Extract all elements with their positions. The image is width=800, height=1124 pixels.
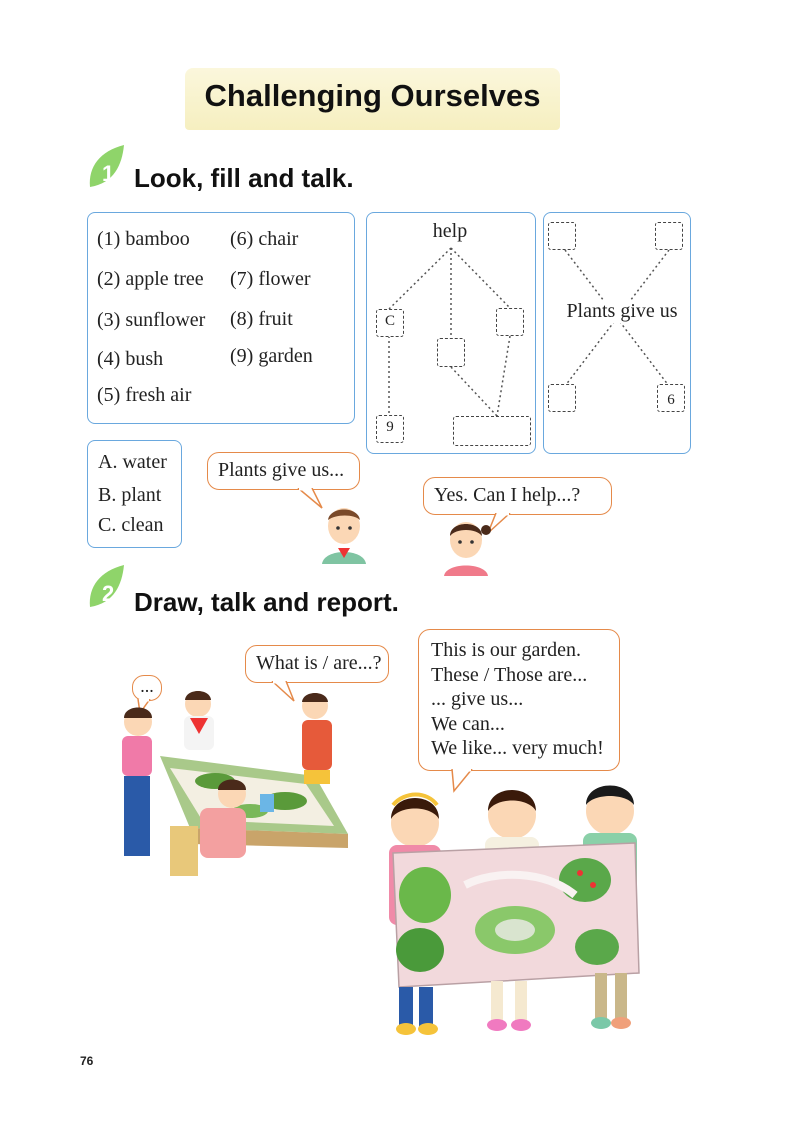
word-item: (7) flower bbox=[230, 268, 311, 290]
page-number: 76 bbox=[80, 1054, 94, 1068]
verb-item: B. plant bbox=[98, 484, 162, 506]
word-item: (5) fresh air bbox=[97, 384, 192, 406]
speech-bubble-report bbox=[418, 629, 620, 771]
report-line: We like... very much! bbox=[431, 737, 604, 759]
verb-item: C. clean bbox=[98, 514, 164, 536]
section-number-2: 2 bbox=[102, 581, 115, 606]
report-line: ... give us... bbox=[431, 688, 524, 710]
diagram-root-help: help bbox=[432, 220, 468, 242]
word-item: (4) bush bbox=[97, 348, 164, 370]
word-item: (1) bamboo bbox=[97, 228, 190, 250]
answer-box-c: C bbox=[376, 309, 404, 337]
children-garden-poster-illustration bbox=[375, 775, 655, 1040]
section-1-heading: Look, fill and talk. bbox=[134, 163, 354, 193]
speech-bubble-boy: Plants give us... bbox=[207, 452, 360, 490]
answer-box-9: 9 bbox=[376, 415, 404, 443]
speech-bubble-girl: Yes. Can I help...? bbox=[423, 477, 612, 515]
answer-box-wide bbox=[453, 416, 531, 446]
verb-item: A. water bbox=[98, 451, 167, 473]
answer-box bbox=[655, 222, 683, 250]
diagram-center-plants-give-us: Plants give us bbox=[560, 300, 684, 323]
speech-bubble-ellipsis: ... bbox=[132, 675, 162, 701]
boy-illustration bbox=[318, 504, 368, 564]
word-item: (9) garden bbox=[230, 345, 313, 367]
children-drawing-illustration bbox=[110, 686, 350, 878]
leaf-number-badge-2 bbox=[86, 563, 126, 613]
word-item: (8) fruit bbox=[230, 308, 293, 330]
page-title: Challenging Ourselves bbox=[204, 78, 541, 113]
answer-box bbox=[548, 222, 576, 250]
answer-box bbox=[548, 384, 576, 412]
section-number-1: 1 bbox=[102, 161, 115, 186]
section-2-heading: Draw, talk and report. bbox=[134, 587, 399, 617]
girl-illustration bbox=[442, 518, 492, 576]
report-line: This is our garden. bbox=[431, 639, 581, 661]
speech-bubble-question: What is / are...? bbox=[245, 645, 389, 683]
answer-box bbox=[496, 308, 524, 336]
word-item: (2) apple tree bbox=[97, 268, 204, 290]
answer-box bbox=[437, 338, 465, 367]
word-item: (3) sunflower bbox=[97, 309, 206, 331]
report-line: These / Those are... bbox=[431, 663, 588, 686]
word-item: (6) chair bbox=[230, 228, 299, 250]
report-line: We can... bbox=[431, 712, 505, 735]
leaf-number-badge-1 bbox=[86, 143, 126, 193]
answer-box-6: 6 bbox=[657, 384, 685, 412]
